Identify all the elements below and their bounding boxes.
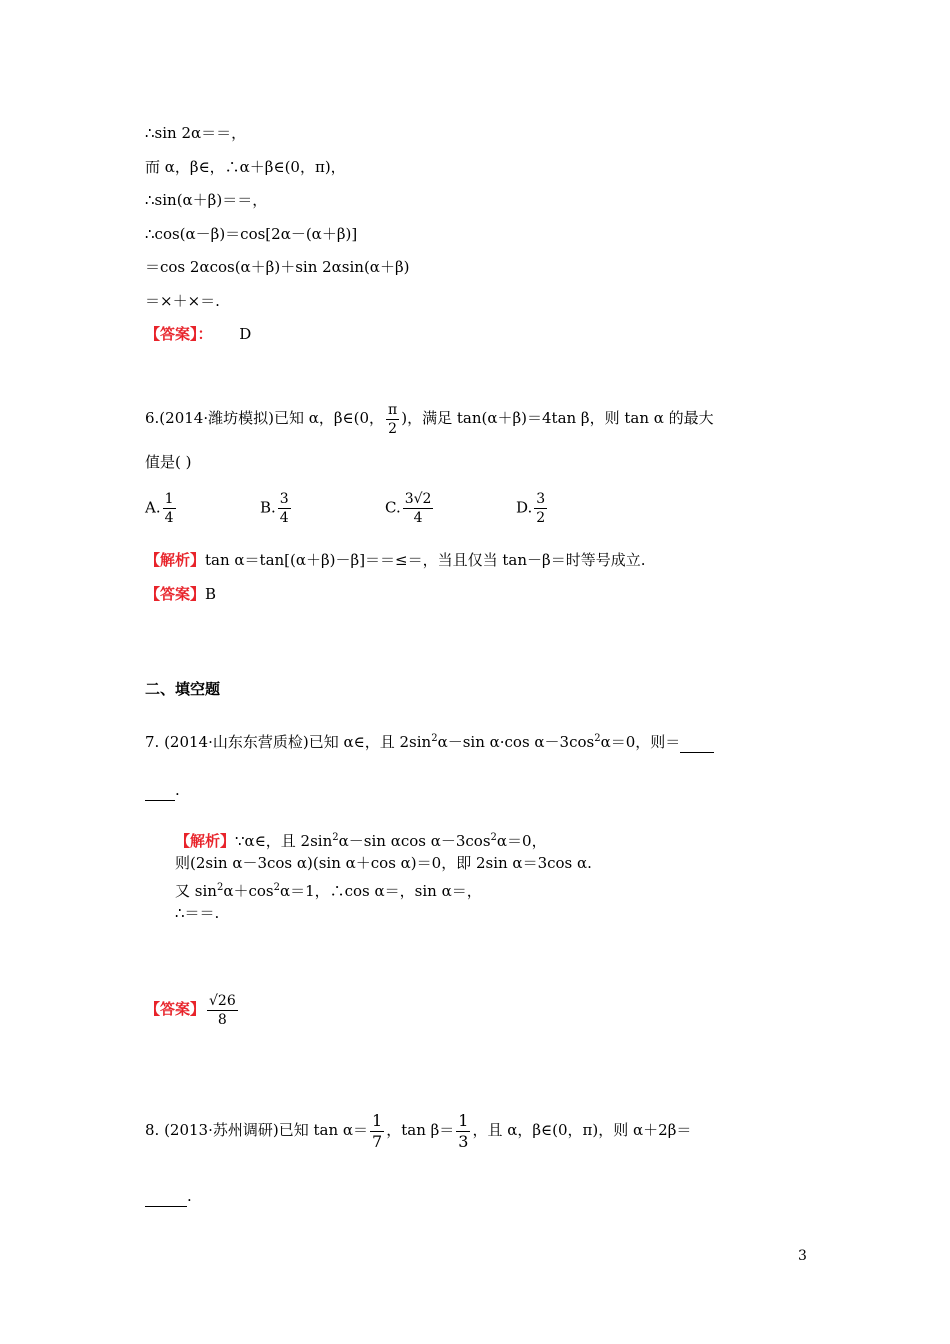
question-text: α＝0，则＝ xyxy=(600,733,681,751)
fraction xyxy=(278,490,291,527)
analysis-label: 【解析】 xyxy=(175,832,236,850)
question-6 xyxy=(145,398,714,438)
choice-label: A. xyxy=(145,498,161,517)
analysis-text: 又 sin xyxy=(175,882,217,900)
question-7 xyxy=(145,729,714,753)
analysis-text: α＝0， xyxy=(496,832,547,850)
answer-line xyxy=(145,987,240,1031)
denominator: 2 xyxy=(536,510,546,526)
superscript: 2 xyxy=(332,832,339,843)
period: . xyxy=(187,1187,192,1205)
answer-line xyxy=(145,324,251,344)
period: . xyxy=(175,781,180,799)
question-text: )，满足 tan(α＋β)＝4tan β，则 tan α 的最大 xyxy=(401,409,714,427)
page-number: 3 xyxy=(798,1248,807,1264)
answer-blank xyxy=(145,780,175,801)
choice-label: C. xyxy=(385,498,401,517)
fraction xyxy=(534,490,547,527)
answer-value: D xyxy=(239,325,252,343)
question-6-cont: 值是( ) xyxy=(145,453,192,471)
analysis-text: α＋cos xyxy=(223,882,274,900)
superscript: 2 xyxy=(490,832,497,843)
question-8 xyxy=(145,1108,691,1152)
analysis-text: ∵α∈，且 2sin xyxy=(235,832,333,850)
choice-c xyxy=(385,490,435,527)
analysis-line xyxy=(175,878,482,901)
numerator: 1 xyxy=(458,1110,469,1130)
numerator: 1 xyxy=(372,1110,383,1130)
question-text: 8. (2013·苏州调研)已知 tan α＝ xyxy=(145,1121,369,1139)
solution-line: ∴cos(α－β)＝cos[2α－(α＋β)] xyxy=(145,225,358,243)
analysis-text: tan α＝tan[(α＋β)－β]＝＝≤＝，当且仅当 tan－β＝时等号成立. xyxy=(205,551,646,569)
question-text: α－sin α·cos α－3cos xyxy=(437,733,595,751)
choice-label: D. xyxy=(516,498,533,517)
denominator: 4 xyxy=(164,510,174,526)
denominator: 8 xyxy=(217,1011,227,1028)
analysis-label: 【解析】 xyxy=(145,551,206,569)
answer-value: B xyxy=(205,585,217,603)
question-text: 6.(2014·潍坊模拟)已知 α，β∈(0， xyxy=(145,409,385,427)
question-text: ，tan β＝ xyxy=(386,1121,455,1139)
fraction xyxy=(207,992,238,1029)
section-title: 二、填空题 xyxy=(145,680,221,698)
analysis-line xyxy=(145,550,645,570)
numerator: 3√2 xyxy=(404,491,432,507)
answer-label: 【答案】 xyxy=(145,585,206,603)
denominator: 3 xyxy=(458,1131,469,1151)
superscript: 2 xyxy=(273,882,280,893)
fraction xyxy=(386,401,399,438)
choice-d xyxy=(516,490,549,527)
question-7-cont xyxy=(145,780,180,801)
superscript: 2 xyxy=(431,733,438,744)
choice-a xyxy=(145,490,178,527)
fraction xyxy=(370,1111,384,1152)
denominator: 4 xyxy=(413,510,423,526)
fraction xyxy=(456,1111,470,1152)
answer-blank xyxy=(680,732,714,753)
fraction xyxy=(403,490,434,527)
choice-label: B. xyxy=(260,498,276,517)
answer-label: 【答案】 xyxy=(145,1000,206,1018)
solution-line: 而 α，β∈，∴α＋β∈(0，π)， xyxy=(145,158,346,176)
analysis-line: 则(2sin α－3cos α)(sin α＋cos α)＝0，即 2sin α＝3cos α. xyxy=(175,854,592,872)
analysis-text: α－sin αcos α－3cos xyxy=(338,832,491,850)
answer-blank xyxy=(145,1186,187,1207)
fraction xyxy=(163,490,176,527)
analysis-line xyxy=(175,828,547,851)
solution-line: ＝×＋×＝. xyxy=(145,292,220,310)
choice-b xyxy=(260,490,293,527)
numerator: 1 xyxy=(164,491,174,507)
solution-line: ＝cos 2αcos(α＋β)＋sin 2αsin(α＋β) xyxy=(145,258,410,276)
question-text: 7. (2014·山东东营质检)已知 α∈，且 2sin xyxy=(145,733,432,751)
numerator: π xyxy=(388,401,398,418)
question-text: ，且 α，β∈(0，π)，则 α＋2β＝ xyxy=(472,1121,692,1139)
superscript: 2 xyxy=(216,882,224,893)
question-8-cont xyxy=(145,1186,192,1207)
superscript: 2 xyxy=(594,733,601,744)
analysis-text: α＝1，∴cos α＝，sin α＝， xyxy=(279,882,482,900)
solution-line: ∴sin 2α＝＝， xyxy=(145,124,247,142)
numerator: √26 xyxy=(209,992,236,1009)
denominator: 4 xyxy=(279,510,289,526)
denominator: 2 xyxy=(388,420,398,437)
numerator: 3 xyxy=(536,491,546,507)
answer-label: 【答案】： xyxy=(145,325,213,343)
answer-line xyxy=(145,584,216,604)
denominator: 7 xyxy=(372,1131,383,1151)
numerator: 3 xyxy=(279,491,289,507)
solution-line: ∴sin(α＋β)＝＝， xyxy=(145,191,268,209)
analysis-line: ∴＝＝. xyxy=(175,904,220,922)
